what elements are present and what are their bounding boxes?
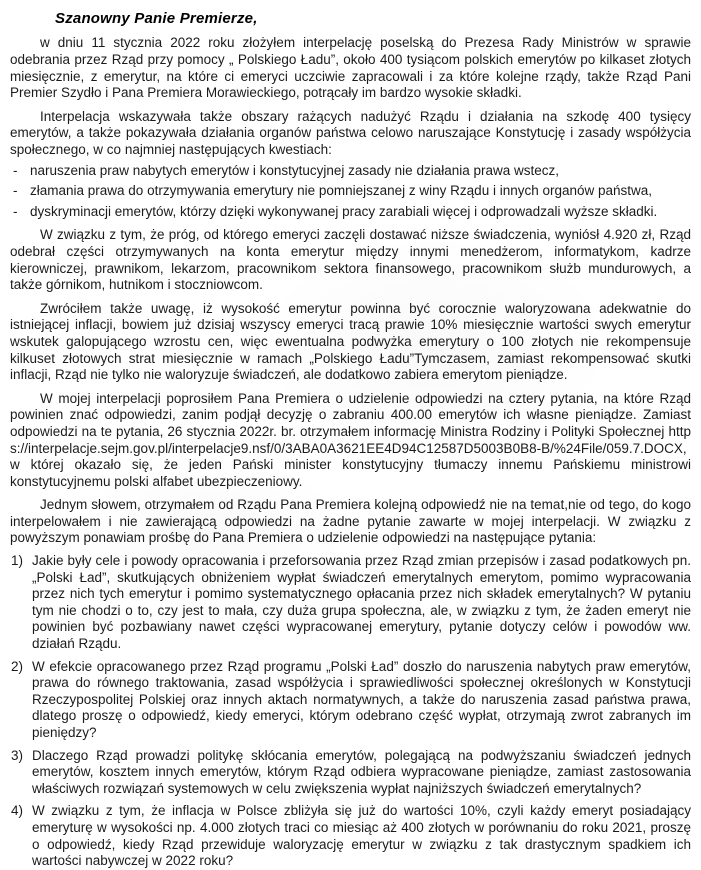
question-item: [10, 748, 691, 798]
questions-list: [10, 553, 691, 870]
question-item: [10, 659, 691, 742]
question-text: Dlaczego Rząd prowadzi politykę skłócania emerytów, polegającą na podwyższaniu świadczeń jednych emerytów, kosztem innych emerytów, którym Rząd odbiera wypracowane pieniądze, zamiast zastosowania właściwych rozwiązań systemowych w celu zwiększenia wypłat najniższych świadczeń emerytalnych?: [32, 747, 691, 796]
paragraph-response-before: W mojej interpelacji poprosiłem Pana Premiera o udzielenie odpowiedzi na cztery pytania, na które Rząd powinien znać odpowiedzi, zanim podjął decyzję o zabraniu 400.00 emerytów ich własne pieniądze. Zamiast odpowiedzi na te pytania, 26 stycznia 2022r. br. otrzymałem informację Ministra Rodziny i Polityki Społecznej: [10, 390, 691, 439]
dash-item-text: złamania prawa do otrzymywania emerytury nie pomniejszanej z winy Rządu i innych organów państwa,: [30, 183, 653, 199]
dash-item-text: dyskryminacji emerytów, którzy dzięki wykonywanej pracy zarabiali więcej i odprowadzali wyższe składki.: [30, 203, 658, 219]
question-number: 4): [11, 803, 24, 819]
paragraph-intro: w dniu 11 stycznia 2022 roku złożyłem interpelację poselską do Prezesa Rady Ministrów w sprawie odebrania przez Rząd przy pomocy „ Polskiego Ładu”, około 400 tysiącom polskich emerytów po kilkaset złotych miesięcznie, z emerytur, na które ci emeryci uczciwie zapracowali i za które kolejne rządy, także Rząd Pani Premier Szydło i Pana Premiera Morawieckiego, potrącały im bardzo wysokie składki.: [10, 35, 691, 101]
dash-list-item: [10, 183, 691, 200]
dash-bullet: -: [13, 203, 18, 219]
question-text: Jakie były cele i powody opracowania i przeforsowania przez Rząd zmian przepisów i zasad podatkowych pn. „Polski Ład”, skutkujących obniżeniem wypłat świadczeń emerytalnych emerytom, pomimo wypracowania przez nich tych emerytur i pomimo systematycznego opłacania przez nich składek emerytalnych? W pytaniu tym nie chodzi o to, czy jest to mała, czy duża grupa społeczna, ale, w związku z tym, że żaden emeryt nie powinien być pozbawiany nawet części wypracowanej emerytury, pytanie dotyczy celów i powodów ww. działań Rządu.: [32, 553, 691, 652]
question-number: 1): [11, 553, 24, 569]
interpelation-url: https://interpelacje.sejm.gov.pl/interpelacje9.nsf/0/3ABA0A3621EE4D94C12587D5003B0B8-B/%24File/059.7.DOCX: [10, 423, 691, 456]
paragraph-interpelacja: Interpelacja wskazywała także obszary rażących nadużyć Rządu i działania na szkodę 400 tysięcy emerytów, a także pokazywała działania organów państwa celowo naruszające Konstytucję i zasady współżycia społecznego, w co najmniej następujących kwestiach:: [10, 108, 691, 157]
dash-bullet: -: [13, 162, 18, 178]
paragraph-zwrocilem: Zwróciłem także uwagę, iż wysokość emerytur powinna być corocznie waloryzowana adekwatnie do istniejącej inflacji, bowiem już dzisiaj wszyscy emeryci tracą prawie 10% miesięcznie wartości swych emerytur wskutek galopującego wzrostu cen, więc ewentualna podwyżka emerytury o 100 złotych nie rekompensuje kilkuset złotowych strat miesięcznie w ramach „Polskiego Ładu”Tymczasem, zamiast rekompensować skutki inflacji, Rząd nie tylko nie waloryzuje świadczeń, ale dodatkowo zabiera emerytom pieniądze.: [10, 300, 691, 383]
dash-list-item: [10, 204, 691, 221]
question-text: W efekcie opracowanego przez Rząd programu „Polski Ład” doszło do naruszenia nabytych praw emerytów, prawa do równego traktowania, zasad współżycia i sprawiedliwości społecznej określonych w Konstytucji Rzeczypospolitej Polskiej oraz innych aktach normatywnych, a także do naruszenia zasad państwa prawa, dlatego proszę o odpowiedź, kiedy emeryci, którym odebrano część wypłat, otrzymają zwrot zabranych im pieniędzy?: [32, 658, 691, 740]
question-number: 3): [11, 747, 24, 763]
question-number: 2): [11, 658, 24, 674]
question-text: W związku z tym, że inflacja w Polsce zbliżyła się już do wartości 10%, czyli każdy emeryt posiadający emeryturę w wysokości np. 4.000 złotych traci co miesiąc aż 400 złotych w porównaniu do roku 2021, proszę o odpowiedź, kiedy Rząd przewiduje waloryzację emerytur w związku z tak drastycznym spadkiem ich wartości nabywczej w 2022 roku?: [32, 803, 691, 869]
paragraph-response: [10, 391, 691, 491]
paragraph-jednym-slowem: Jednym słowem, otrzymałem od Rządu Pana Premiera kolejną odpowiedź nie na temat,nie od tego, do kogo interpelowałem i nie zawierającą odpowiedzi na żadne pytanie zawarte w mojej interpelacji. W związku z powyższym ponawiam prośbę do Pana Premiera o udzielenie odpowiedzi na następujące pytania:: [10, 497, 691, 546]
salutation: Szanowny Panie Premierze,: [55, 10, 258, 27]
paragraph-response-after: , w której okazało się, że jeden Pański minister konstytucyjny tłumaczy innemu Pańskiemu ministrowi konstytucyjnemu polski alfabet ubezpieczeniowy.: [10, 440, 691, 489]
dash-list-item: [10, 163, 691, 180]
dash-item-text: naruszenia praw nabytych emerytów i konstytucyjnej zasady nie działania prawa wstecz,: [30, 162, 560, 178]
dash-list: [10, 163, 691, 221]
question-item: [10, 553, 691, 653]
dash-bullet: -: [13, 183, 18, 199]
paragraph-prog: W związku z tym, że próg, od którego emeryci zaczęli dostawać niższe świadczenia, wyniósł 4.920 zł, Rząd odebrał części otrzymywanych na konta emerytur między innymi menedżerom, informatykom, kadrze kierowniczej, prawnikom, lekarzom, pracownikom sektora finansowego, pracownikom służb mundurowych, a także górnikom, hutnikom i stoczniowcom.: [10, 227, 691, 293]
